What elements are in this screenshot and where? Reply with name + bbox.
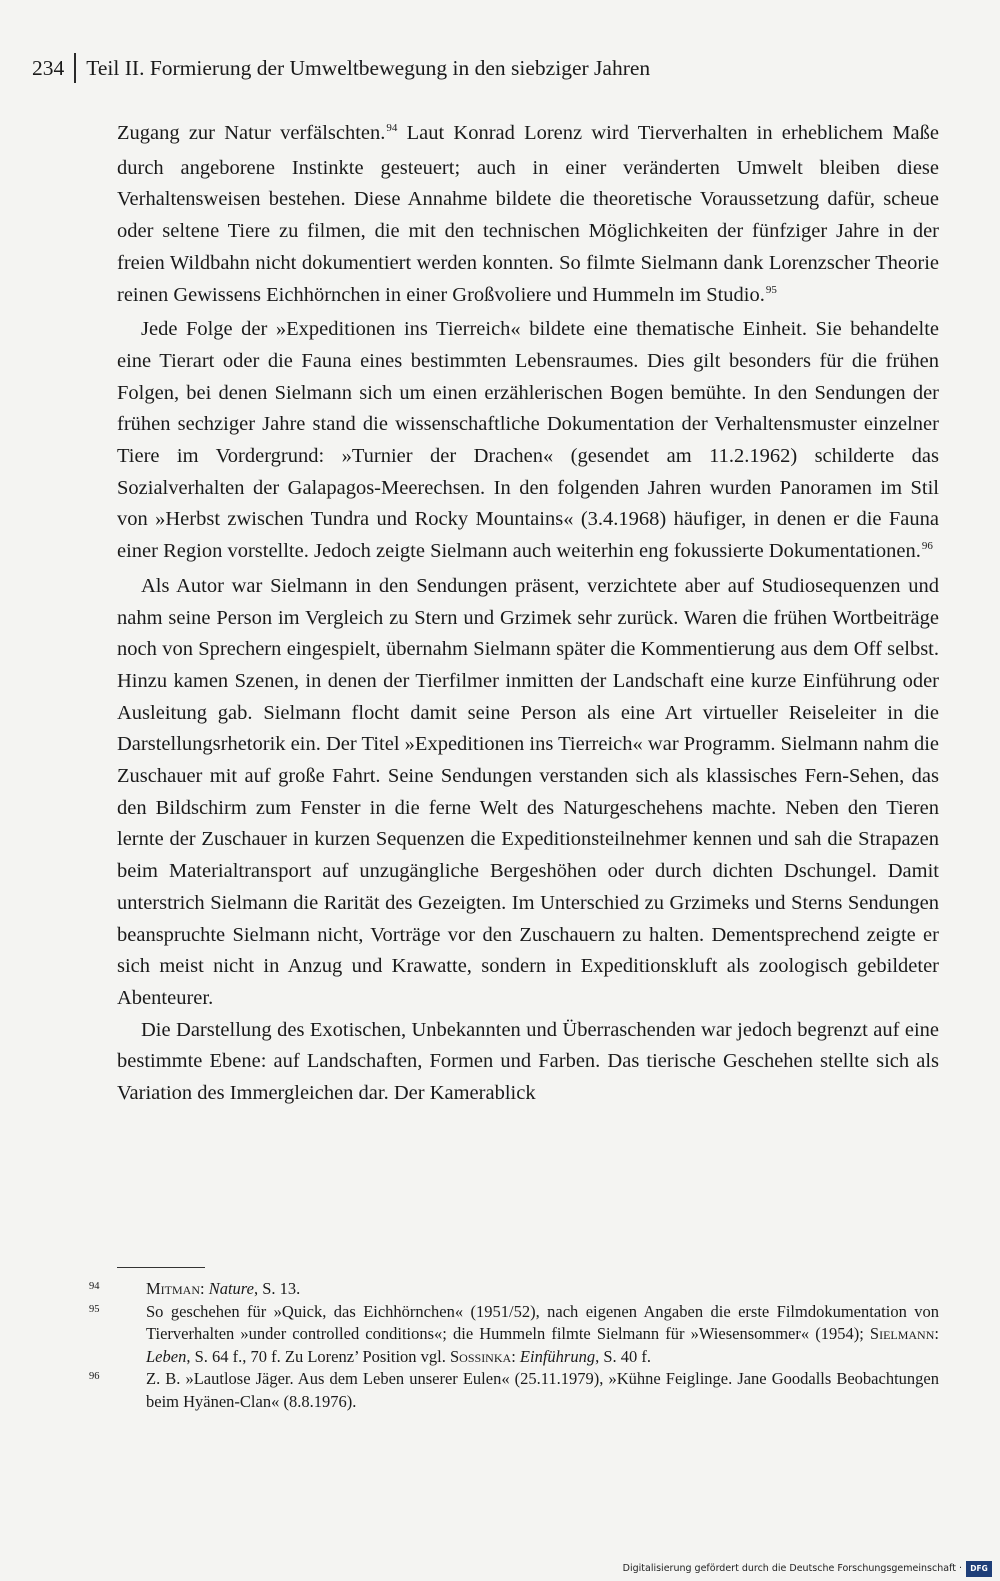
- footnote-96: [89, 1368, 939, 1413]
- paragraph-1-text-b: Laut Konrad Lorenz wird Tierverhalten in erheblichem Maße durch angeborene Instinkte gesteuert; auch in einer veränderten Umwelt bleiben diese Verhaltensweisen bestehen. Diese Annahme bildete die theoretische Voraussetzung dafür, scheue oder seltene Tiere zu filmen, die mit den technischen Möglichkeiten der fünfziger Jahre in der freien Wildbahn nicht dokumentiert werden konnten. So filmte Sielmann dank Lorenzscher Theorie reinen Gewissens Eichhörnchen in einer Großvoliere und Hummeln im Studio.: [117, 122, 940, 306]
- paragraph-4: Die Darstellung des Exotischen, Unbekannten und Überraschenden war jedoch begrenzt auf eine bestimmte Ebene: auf Landschaften, Formen und Farben. Das tierische Geschehen stellte sich als Variation des Immergleichen dar. Der Kamerablick: [117, 1018, 939, 1105]
- footnote-94: [89, 1278, 939, 1301]
- page-number: 234: [32, 56, 65, 80]
- footnote-ref-95[interactable]: 95: [765, 283, 777, 296]
- footnote-title: Nature: [208, 1279, 254, 1298]
- footnote-separator: :: [511, 1346, 520, 1366]
- footnote-ref-96[interactable]: 96: [921, 540, 933, 553]
- paragraph-1: [117, 118, 939, 314]
- running-title: Teil II. Formierung der Umweltbewegung in den siebziger Jahren: [86, 56, 651, 80]
- running-header: [32, 52, 650, 84]
- footnote-text: , S. 64 f., 70 f. Zu Lorenz’ Position vgl.: [186, 1346, 450, 1366]
- footnote-number: 96: [89, 1371, 100, 1382]
- footnote-text: , S. 40 f.: [595, 1346, 651, 1366]
- header-divider: [74, 53, 76, 83]
- footnote-divider: [117, 1267, 205, 1268]
- footnote-text: So geschehen für »Quick, das Eichhörnchen« (1951/52), nach eigenen Angaben die erste Filmdokumentation von Tierverhalten »under controlled conditions«; die Hummeln filmte Sielmann für »Wiesensommer« (1954);: [146, 1301, 939, 1343]
- footnote-title: Leben: [146, 1346, 187, 1366]
- paragraph-3: Als Autor war Sielmann in den Sendungen präsent, verzichtete aber auf Studiosequenzen und nahm seine Person im Vergleich zu Stern und Grzimek sehr zurück. Waren die frühen Wortbeiträge noch von Sprechern eingespielt, übernahm Sielmann später die Kommentierung aus dem Off selbst. Hinzu kamen Szenen, in denen der Tierfilmer inmitten der Landschaft eine kurze Einführung oder Ausleitung gab. Sielmann flocht damit seine Person als eine Art virtueller Reiseleiter in die Darstellungsrhetorik ein. Der Titel »Expeditionen ins Tierreich« war Programm. Sielmann nahm die Zuschauer mit auf große Fahrt. Seine Sendungen verstanden sich als klassisches Fern-Sehen, das den Bildschirm zum Fenster in die ferne Welt des Naturgeschehens machte. Neben den Tieren lernte der Zuschauer in kurzen Sequenzen die Expeditionsteilnehmer kennen und sah die Strapazen beim Materialtransport auf unzugängliche Bergeshöhen oder durch dichten Dschungel. Damit unterstrich Sielmann die Rarität des Gezeigten. Im Unterschied zu Grzimeks und Sterns Sendungen beanspruchte Sielmann nicht, Vorträge vor den Zuschauern zu halten. Dementsprechend zeigte er sich meist nicht in Anzug und Krawatte, sondern in Expeditionskluft als zoologisch gebildeter Abenteurer.: [117, 574, 939, 1009]
- footnote-author: Mitman: [146, 1279, 200, 1298]
- footnote-author: Sielmann: [869, 1324, 935, 1343]
- footnote-95: [89, 1301, 939, 1369]
- paragraph-1-text-a: Zugang zur Natur verfälschten.: [117, 122, 386, 144]
- paragraph-2-text: Jede Folge der »Expeditionen ins Tierreich« bildete eine thematische Einheit. Sie behandelte eine Tierart oder die Fauna eines bestimmten Lebensraumes. Dies gilt besonders für die frühen Folgen, bei denen Sielmann sich um einen erzählerischen Bogen bemühte. In den Sendungen der frühen sechziger Jahre stand die wissenschaftliche Dokumentation der Verhaltensmuster einzelner Tiere im Vordergrund: »Turnier der Drachen« (gesendet am 11.2.1962) schilderte das Sozialverhalten der Galapagos-Meerechsen. In den folgenden Jahren wurden Panoramen im Stil von »Herbst zwischen Tundra und Rocky Mountains« (3.4.1968) häufiger, in denen er die Fauna einer Region vorstellte. Jedoch zeigte Sielmann auch weiterhin eng fokussierte Dokumentationen.: [117, 318, 939, 563]
- footnotes: [89, 1278, 939, 1413]
- paragraph-2: [117, 314, 939, 571]
- footnote-text: , S. 13.: [253, 1279, 301, 1298]
- footnote-separator: :: [934, 1324, 939, 1343]
- footnote-number: 94: [89, 1281, 100, 1292]
- footnote-ref-94[interactable]: 94: [386, 122, 398, 134]
- dfg-logo: DFG: [966, 1561, 992, 1577]
- footnote-number: 95: [89, 1303, 100, 1315]
- digitization-credit: Digitalisierung gefördert durch die Deutsche Forschungsgemeinschaft ·: [622, 1563, 962, 1574]
- footnote-separator: :: [200, 1279, 209, 1298]
- footnote-text: Z. B. »Lautlose Jäger. Aus dem Leben unserer Eulen« (25.11.1979), »Kühne Feiglinge. Jane Goodalls Beobachtungen beim Hyänen-Clan« (8.8.1976).: [146, 1369, 939, 1411]
- footnote-author: Sossinka: [450, 1346, 512, 1366]
- footnote-title: Einführung: [519, 1346, 596, 1366]
- body-text: [117, 118, 939, 1110]
